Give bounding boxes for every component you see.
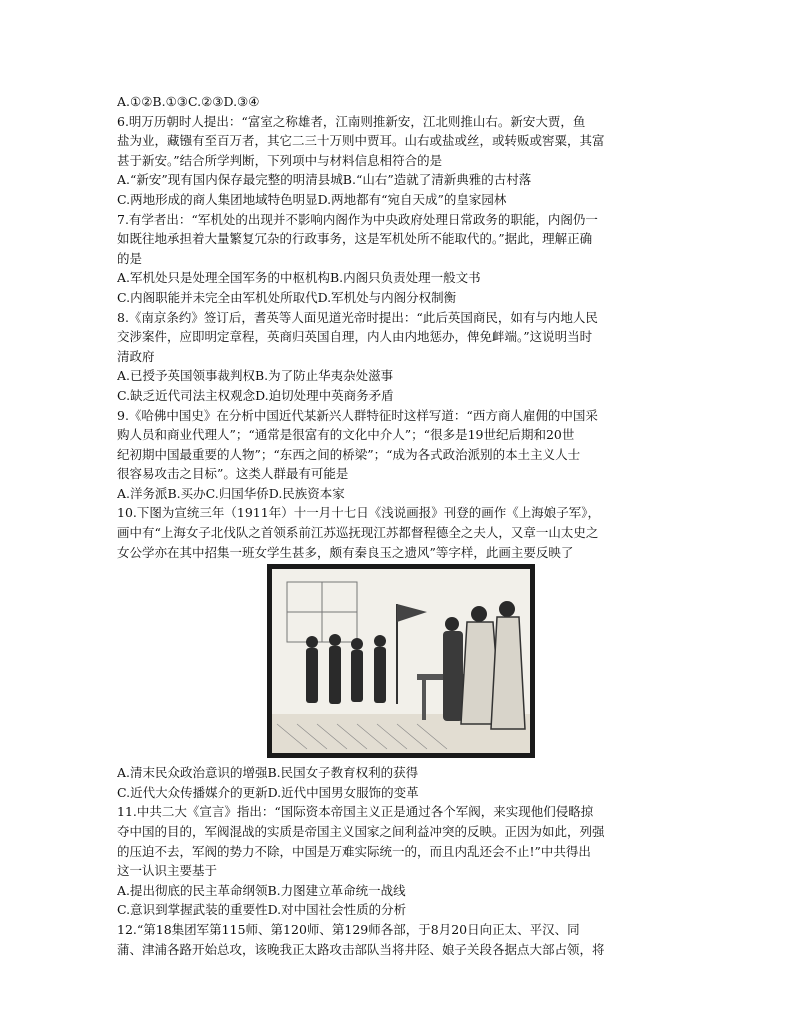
question-8-options-cd: C.缺乏近代司法主权观念D.迫切处理中英商务矛盾 xyxy=(117,387,394,403)
question-7-options-ab: A.军机处只是处理全国军务的中枢机构B.内阁只负责处理一般文书 xyxy=(117,270,481,286)
question-9-options: A.洋务派B.买办C.归国华侨D.民族资本家 xyxy=(117,485,345,501)
text-line: A.①②B.①③C.②③D.③④ xyxy=(117,94,260,109)
text-line: 蒲、津浦各路开始总攻，该晚我正太路攻击部队当将井陉、娘子关段各据点大部占领，将 xyxy=(117,941,605,957)
question-8-options-ab: A.已授予英国领事裁判权B.为了防止华夷杂处滋事 xyxy=(117,368,394,384)
text-line: 很容易攻击之目标”。这类人群最有可能是 xyxy=(117,466,349,482)
exam-page xyxy=(117,92,682,959)
figures-right xyxy=(443,601,525,729)
question-11-stem: 11.中共二大《宣言》指出：“国际资本帝国主义正是通过各个军阀，来实现他们侵略掠 xyxy=(117,804,594,820)
text-line: 交涉案件，应即明定章程，英商归英国自理，内人由内地惩办，俾免衅端。”这说明当时 xyxy=(117,329,593,345)
question-8-stem: 8.《南京条约》签订后，耆英等人面见道光帝时提出：“此后英国商民，如有与内地人民 xyxy=(117,309,598,325)
shanghai-women-army-illustration xyxy=(267,564,535,758)
text-line: 的是 xyxy=(117,250,143,266)
question-9-stem: 9.《哈佛中国史》在分析中国近代某新兴人群特征时这样写道：“西方商人雇佣的中国采 xyxy=(117,407,598,423)
text-line: 甚于新安。”结合所学判断，下列项中与材料信息相符合的是 xyxy=(117,152,443,168)
text-line: 纪初期中国最重要的人物”；“东西之间的桥梁”；“成为各式政治派别的本土主义人士 xyxy=(117,446,581,462)
question-12-stem: 12.“第18集团军第115师、第120师、第129师各部，于8月20日向正太、平汉、同 xyxy=(117,922,580,937)
text-line: 画中有“上海女子北伐队之首领系前江苏巡抚现江苏都督程德全之夫人，又章一山太史之 xyxy=(117,525,599,541)
question-11-options-ab: A.提出彻底的民主革命纲领B.力图建立革命统一战线 xyxy=(117,882,406,898)
question-6-options-cd: C.两地形成的商人集团地域特色明显D.两地都有“宛自天成”的皇家园林 xyxy=(117,191,507,207)
text-line: 如既往地承担着大量繁复冗杂的行政事务，这是军机处所不能取代的。”据此，理解正确 xyxy=(117,231,593,247)
question-10-options-cd: C.近代大众传播媒介的更新D.近代中国男女服饰的变革 xyxy=(117,784,419,800)
illustration-svg xyxy=(267,564,535,758)
text-line: 的压迫不去，军阀的势力不除，中国是万难实际统一的，而且内乱还会不止!”中共得出 xyxy=(117,843,591,859)
question-7-options-cd: C.内阁职能并未完全由军机处所取代D.军机处与内阁分权制衡 xyxy=(117,289,457,305)
question-6-options-ab: A.“新安”现有国内保存最完整的明清县城B.“山右”造就了清新典雅的古村落 xyxy=(117,172,532,188)
text-line: 购人员和商业代理人”；“通常是很富有的文化中介人”；“很多是19世纪后期和20世 xyxy=(117,427,575,443)
question-10-stem: 10.下图为宣统三年（1911年）十一月十七日《浅说画报》刊登的画作《上海娘子军》， xyxy=(117,505,600,521)
text-line: 清政府 xyxy=(117,348,155,364)
question-7-stem: 7.有学者出：“军机处的出现并不影响内阁作为中央政府处理日常政务的职能，内阁仍一 xyxy=(117,211,598,227)
question-11-options-cd: C.意识到掌握武装的重要性D.对中国社会性质的分析 xyxy=(117,902,407,918)
text-line: 夺中国的目的，军阀混战的实质是帝国主义国家之间利益冲突的反映。正因为如此，列强 xyxy=(117,824,605,840)
question-10-options-ab: A.清末民众政治意识的增强B.民国女子教育权利的获得 xyxy=(117,765,419,781)
text-line: 女公学亦在其中招集一班女学生甚多，颇有秦良玉之遗风”等字样，此画主要反映了 xyxy=(117,544,574,560)
figure-container xyxy=(117,564,682,760)
text-line: 盐为业，藏镪有至百万者，其它二三十万则中贾耳。山右或盐或丝，或转贩或窖粟，其富 xyxy=(117,133,605,149)
text-line: 这一认识主要基于 xyxy=(117,863,218,879)
question-6-stem: 6.明万历朝时人提出：“富室之称雄者，江南则推新安，江北则推山右。新安大贾，鱼 xyxy=(117,113,586,129)
